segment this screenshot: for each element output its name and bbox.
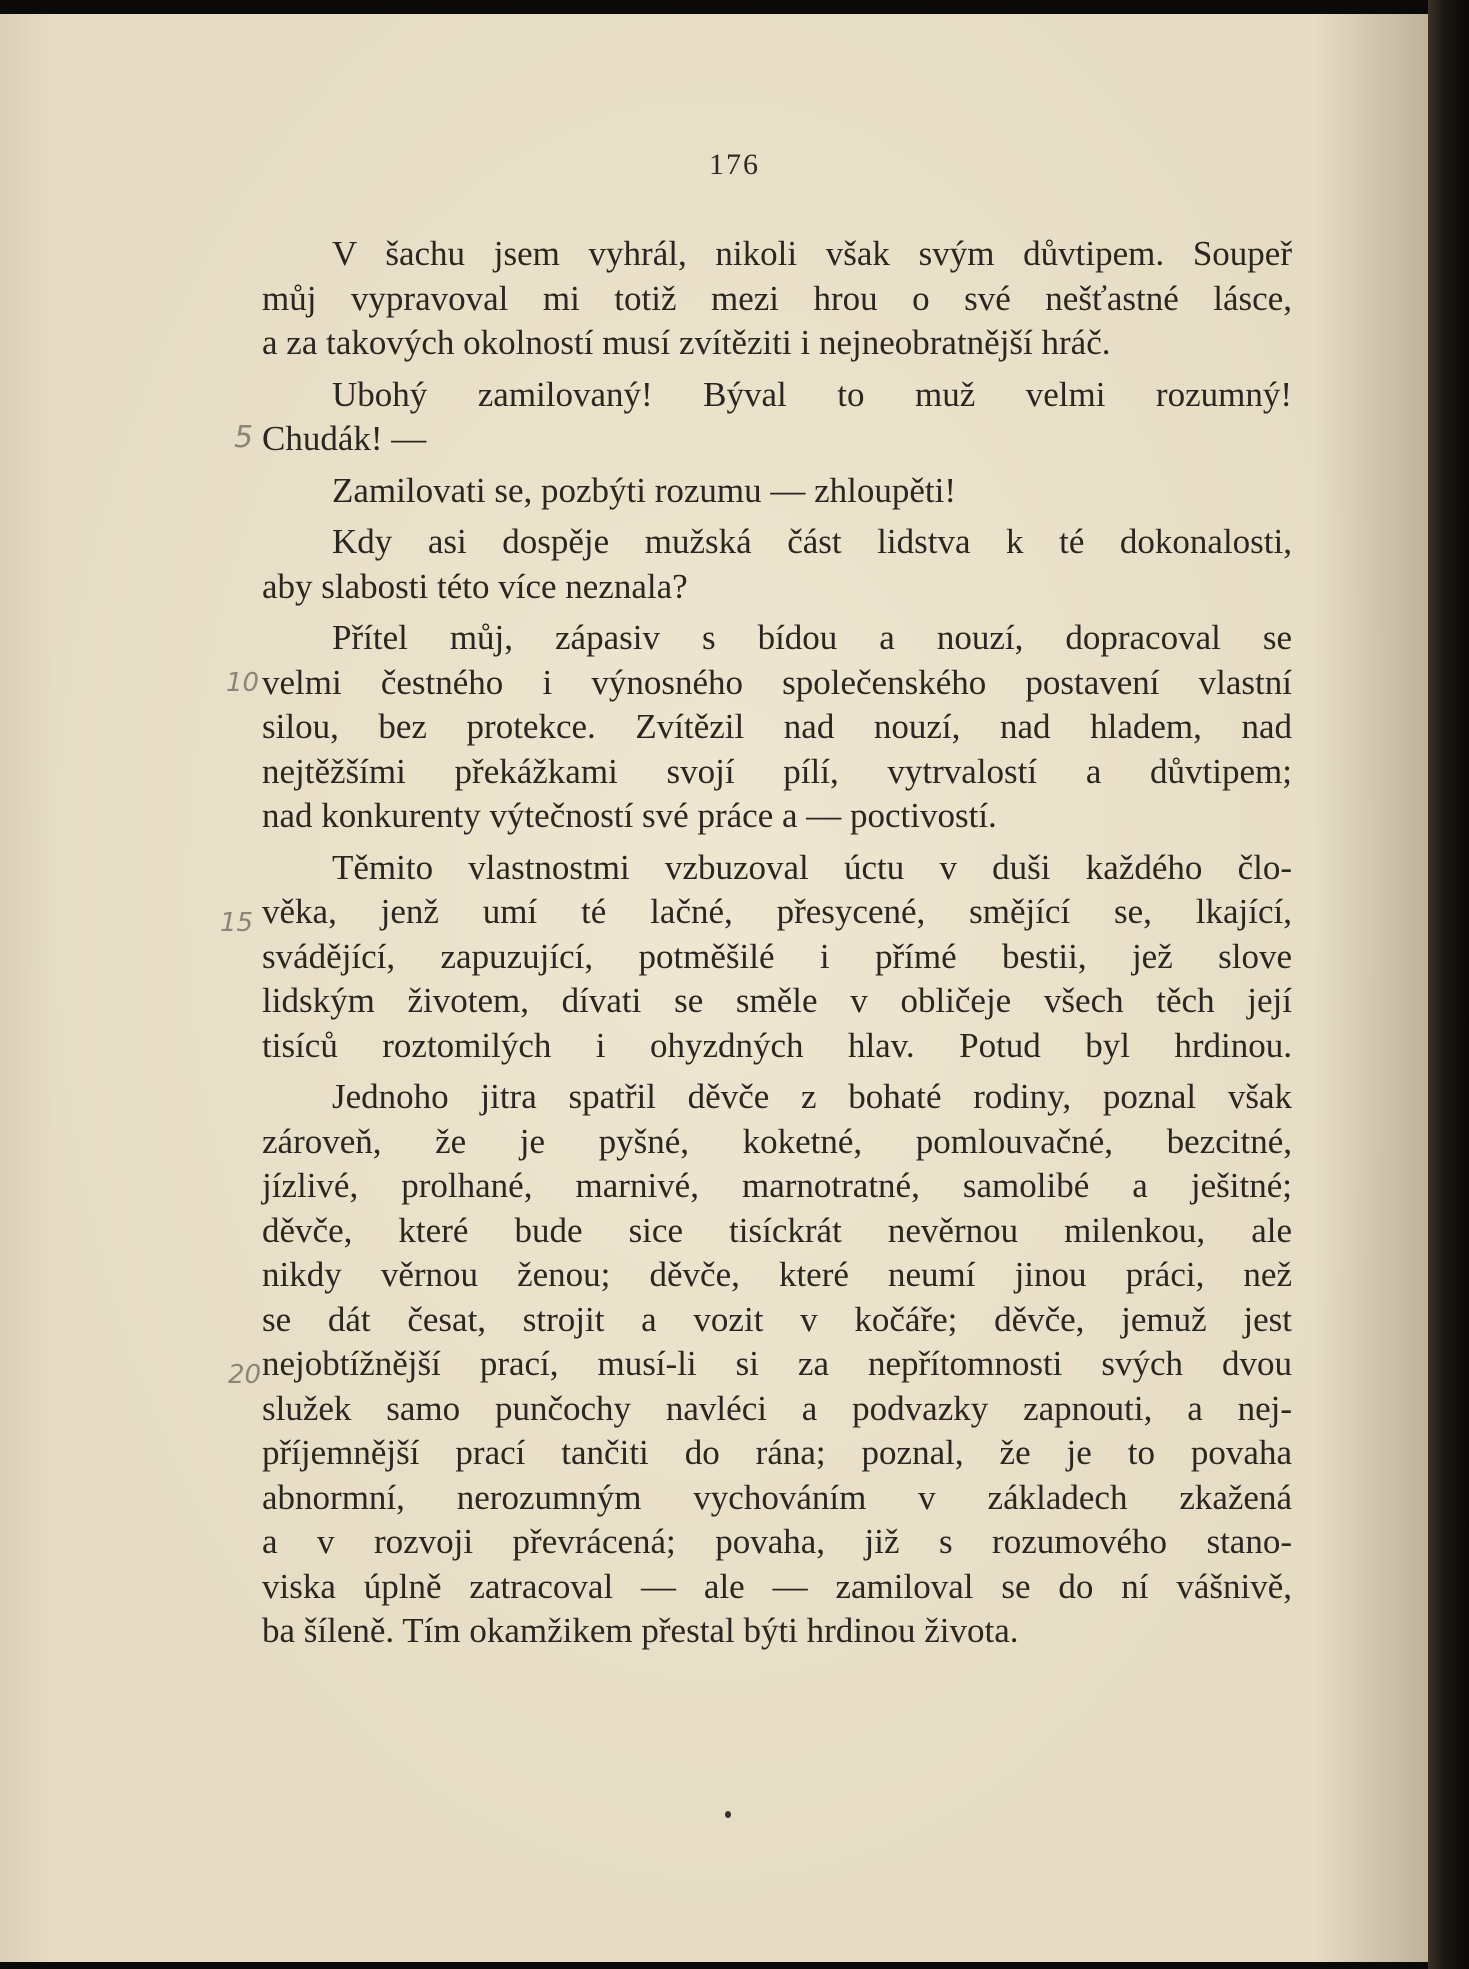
text-line: tisíců roztomilých i ohyzdných hlav. Potud byl hrdinou. bbox=[262, 1025, 1292, 1065]
paragraph-1 bbox=[262, 232, 1292, 366]
text-line: lidským životem, dívati se směle v obličeje všech těch její bbox=[262, 981, 1292, 1020]
body-text bbox=[262, 232, 1292, 1661]
text-line: zároveň, že je pyšné, koketné, pomlouvačné, bezcitné, bbox=[262, 1121, 1292, 1161]
text-line: nejobtížnější prací, musí-li si za nepřítomnosti svých dvou bbox=[262, 1344, 1292, 1383]
text-line: jízlivé, prolhané, marnivé, marnotratné, samolibé a ješitné; bbox=[262, 1166, 1292, 1205]
text-line: Chudák! — bbox=[262, 419, 427, 458]
margin-note-20: 20 bbox=[228, 1360, 262, 1390]
text-line: Zamilovati se, pozbýti rozumu — zhloupěti! bbox=[332, 470, 957, 510]
text-line: nikdy věrnou ženou; děvče, které neumí jinou práci, než bbox=[262, 1255, 1292, 1294]
text-line: silou, bez protekce. Zvítězil nad nouzí, nad hladem, nad bbox=[262, 707, 1292, 746]
page-number: 176 bbox=[709, 148, 760, 181]
text-line: abnormní, nerozumným vychováním v základech zkažená bbox=[262, 1477, 1292, 1517]
text-line: věka, jenž umí té lačné, přesycené, smějící se, lkající, bbox=[262, 892, 1292, 931]
text-line: nad konkurenty výtečností své práce a — poctivostí. bbox=[262, 796, 997, 835]
margin-note-5: 5 bbox=[234, 420, 254, 455]
paragraph-3 bbox=[262, 469, 1292, 514]
paragraph-4 bbox=[262, 520, 1292, 609]
text-line: a za takových okolností musí zvítěziti i nejneobratnější hráč. bbox=[262, 323, 1111, 362]
text-line: aby slabosti této více neznala? bbox=[262, 566, 688, 606]
text-line: příjemnější prací tančiti do rána; poznal, že je to povaha bbox=[262, 1433, 1292, 1472]
text-line: Těmito vlastnostmi vzbuzoval úctu v duši každého člo- bbox=[332, 847, 1292, 887]
text-line: Ubohý zamilovaný! Býval to muž velmi rozumný! bbox=[332, 374, 1292, 414]
text-line: ba šíleně. Tím okamžikem přestal býti hrdinou života. bbox=[262, 1611, 1019, 1650]
text-line: Přítel můj, zápasiv s bídou a nouzí, dopracoval se bbox=[332, 618, 1292, 657]
text-line: svádějící, zapuzující, potměšilé i přímé bestii, jež slove bbox=[262, 936, 1292, 976]
text-line: Jednoho jitra spatřil děvče z bohaté rodiny, poznal však bbox=[332, 1077, 1292, 1116]
text-line: V šachu jsem vyhrál, nikoli však svým důvtipem. Soupeř bbox=[332, 234, 1292, 273]
text-line: viska úplně zatracoval — ale — zamiloval se do ní vášnivě, bbox=[262, 1566, 1292, 1606]
text-line: služek samo punčochy navléci a podvazky zapnouti, a nej- bbox=[262, 1388, 1292, 1428]
text-line: děvče, které bude sice tisíckrát nevěrnou milenkou, ale bbox=[262, 1210, 1292, 1250]
text-line: Kdy asi dospěje mužská část lidstva k té dokonalosti, bbox=[332, 522, 1292, 561]
text-line: nejtěžšími překážkami svojí pílí, vytrvalostí a důvtipem; bbox=[262, 751, 1292, 791]
paragraph-2 bbox=[262, 373, 1292, 462]
text-line: se dát česat, strojit a vozit v kočáře; děvče, jemuž jest bbox=[262, 1299, 1292, 1339]
text-line: můj vypravoval mi totiž mezi hrou o své nešťastné lásce, bbox=[262, 278, 1292, 318]
paragraph-6 bbox=[262, 846, 1292, 1069]
text-line: velmi čestného i výnosného společenského postavení vlastní bbox=[262, 662, 1292, 702]
paragraph-5 bbox=[262, 616, 1292, 839]
margin-note-15: 15 bbox=[220, 908, 254, 938]
margin-note-10: 10 bbox=[226, 668, 260, 698]
paragraph-7 bbox=[262, 1075, 1292, 1654]
ink-speck bbox=[725, 1811, 731, 1818]
text-line: a v rozvoji převrácená; povaha, již s rozumového stano- bbox=[262, 1522, 1292, 1561]
book-gutter-shadow bbox=[1428, 0, 1469, 1969]
